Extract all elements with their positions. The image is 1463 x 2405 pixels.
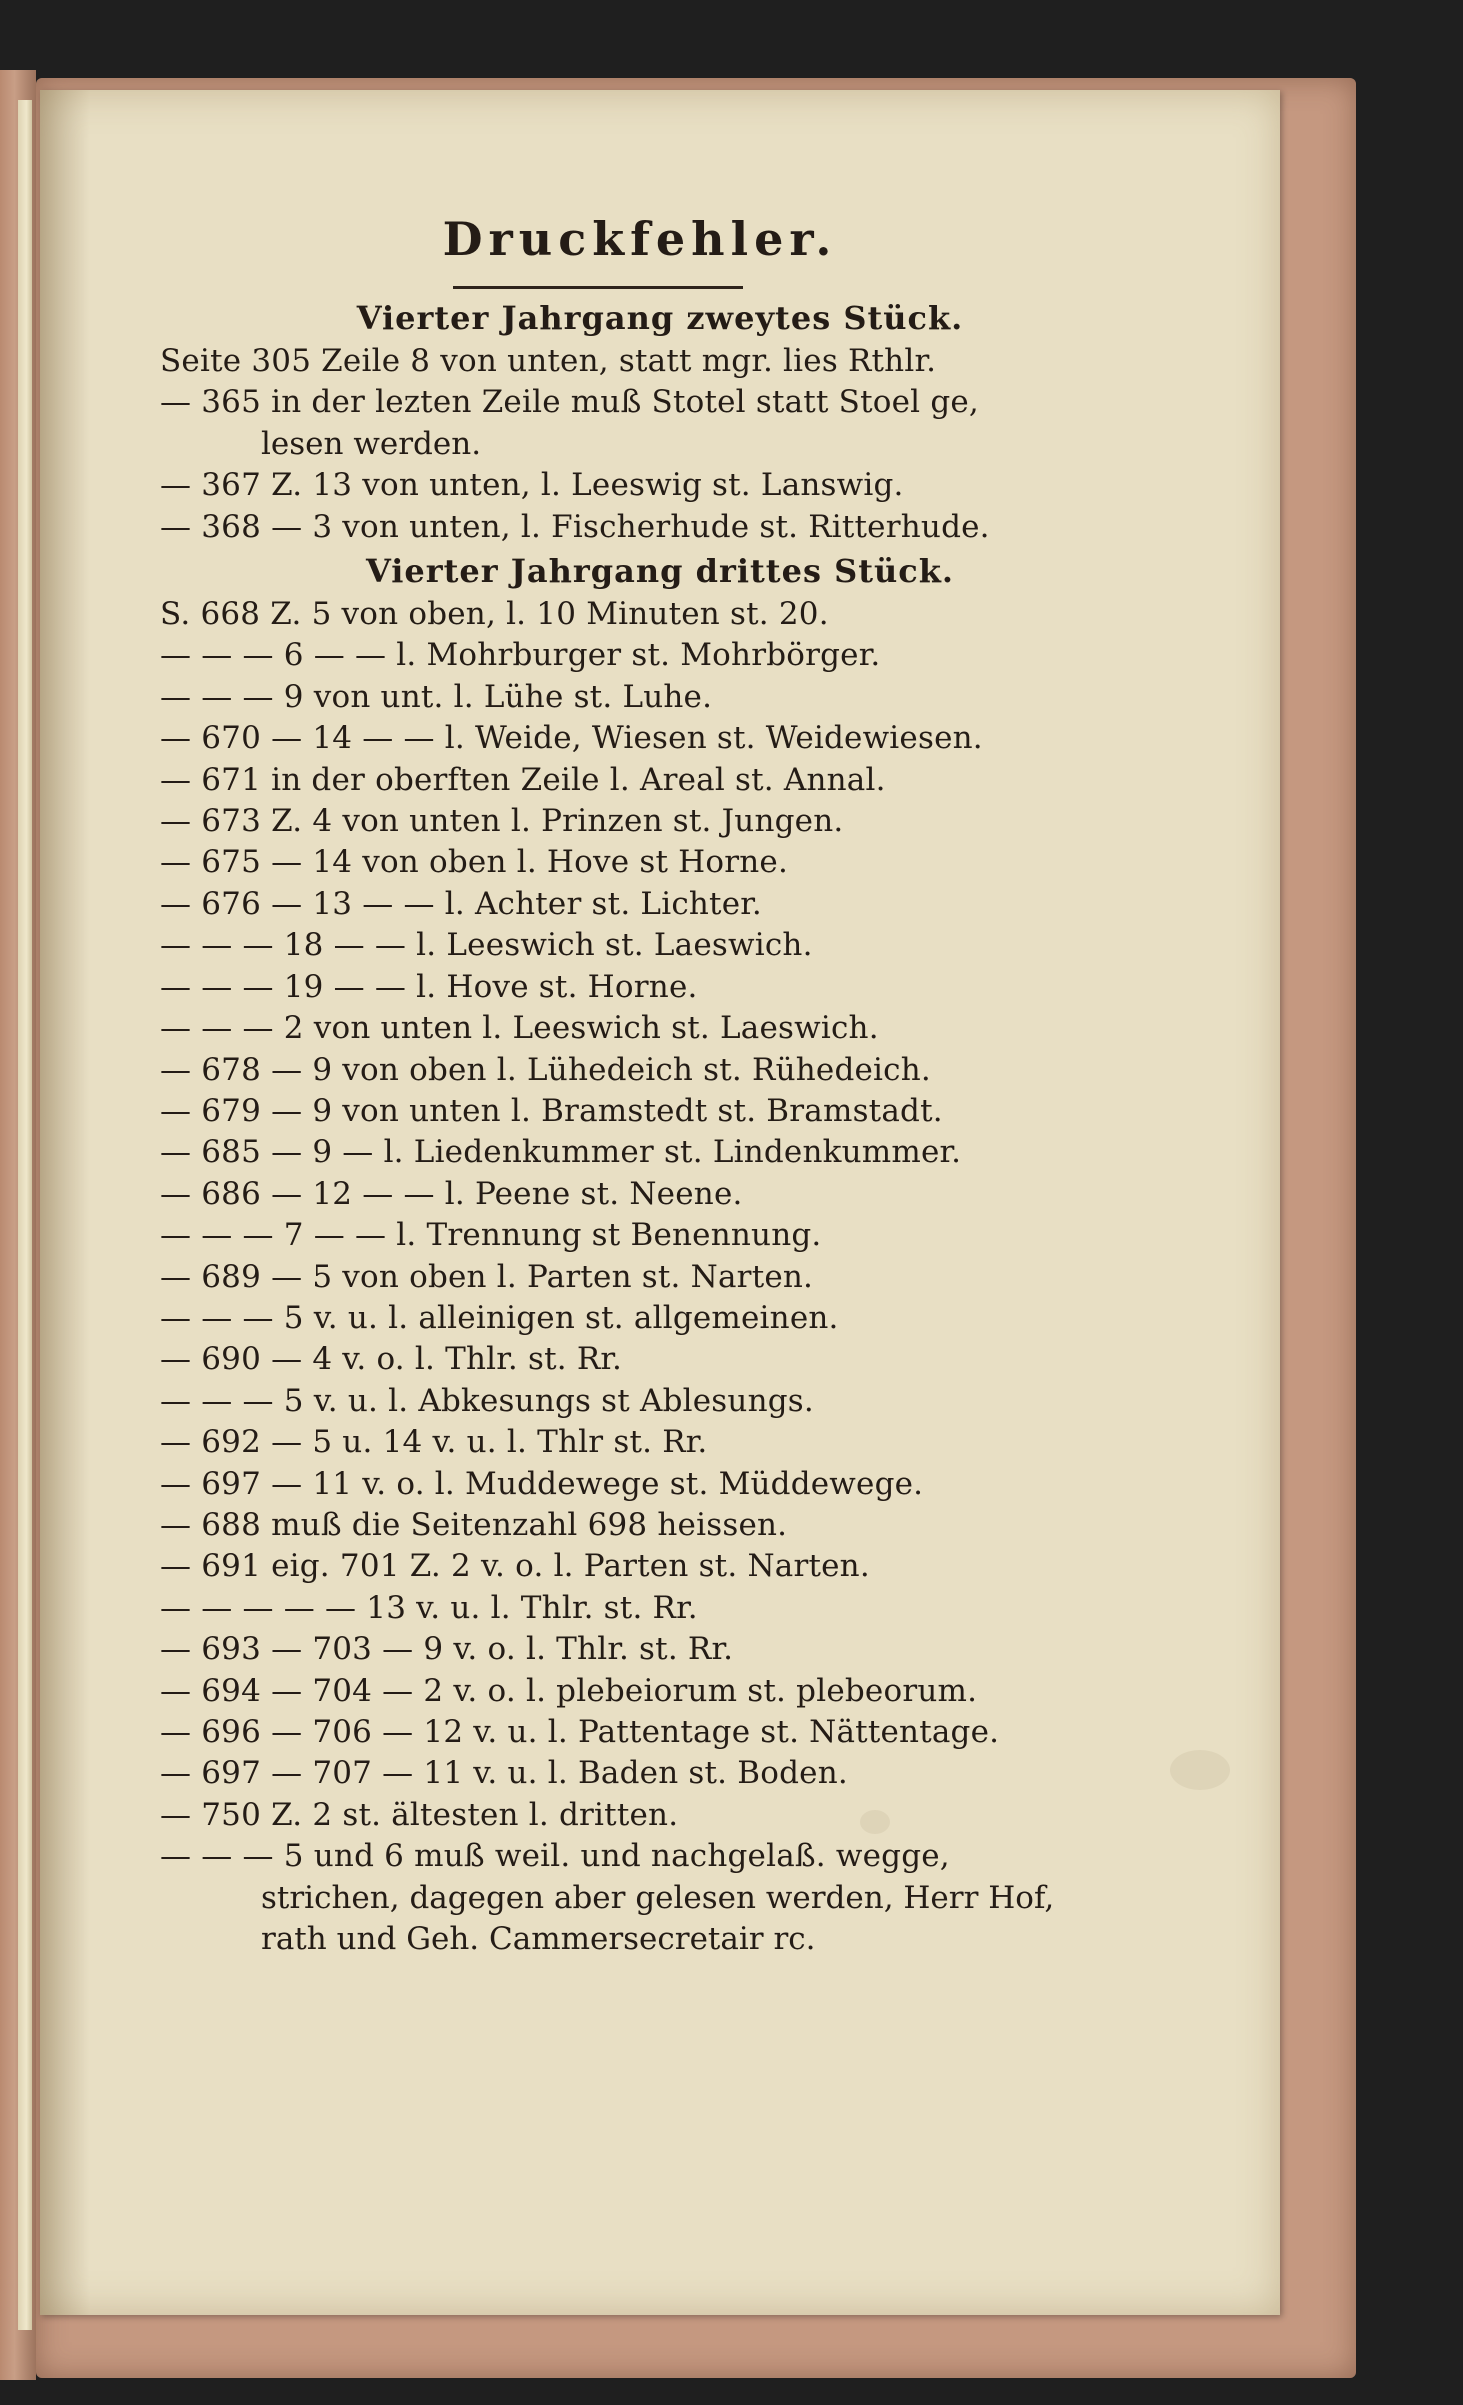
erratum-line: — 688 muß die Seitenzahl 698 heissen. xyxy=(160,1506,788,1543)
erratum-line: — — — 2 von unten l. Leeswich st. Laeswich. xyxy=(160,1010,879,1047)
erratum-line: — 670 — 14 — — l. Weide, Wiesen st. Weidewiesen. xyxy=(160,720,983,757)
erratum-line: — 692 — 5 u. 14 v. u. l. Thlr st. Rr. xyxy=(160,1424,708,1461)
erratum-line: — 693 — 703 — 9 v. o. l. Thlr. st. Rr. xyxy=(160,1631,734,1668)
erratum-line: — 691 eig. 701 Z. 2 v. o. l. Parten st. Narten. xyxy=(160,1548,870,1585)
erratum-line: — — — 5 v. u. l. Abkesungs st Ablesungs. xyxy=(160,1382,814,1419)
erratum-line: — 694 — 704 — 2 v. o. l. plebeiorum st. plebeorum. xyxy=(160,1672,978,1709)
left-page-edge xyxy=(18,100,32,2330)
section-1 xyxy=(160,295,1120,548)
erratum-line: — 689 — 5 von oben l. Parten st. Narten. xyxy=(160,1258,814,1295)
erratum-line: Seite 305 Zeile 8 von unten, statt mgr. lies Rthlr. xyxy=(160,343,937,379)
erratum-line: — 675 — 14 von oben l. Hove st Horne. xyxy=(160,844,789,881)
section-heading: Vierter Jahrgang drittes Stück. xyxy=(365,552,955,591)
erratum-line: — 685 — 9 — l. Liedenkummer st. Lindenkummer. xyxy=(160,1134,962,1171)
erratum-line: — — — 18 — — l. Leeswich st. Laeswich. xyxy=(160,927,813,964)
section-heading: Vierter Jahrgang zweytes Stück. xyxy=(356,299,964,337)
erratum-line: — 678 — 9 von oben l. Lühedeich st. Rühedeich. xyxy=(160,1051,931,1088)
erratum-line: — 696 — 706 — 12 v. u. l. Pattentage st. Nättentage. xyxy=(160,1714,1000,1750)
erratum-continuation: strichen, dagegen aber gelesen werden, Herr Hof, xyxy=(261,1879,1055,1916)
erratum-line: — 676 — 13 — — l. Achter st. Lichter. xyxy=(160,885,762,922)
erratum-line: — — — 5 und 6 muß weil. und nachgelaß. wegge, xyxy=(160,1838,950,1875)
erratum-line: — 686 — 12 — — l. Peene st. Neene. xyxy=(160,1175,743,1212)
title-rule xyxy=(453,286,743,289)
erratum-line: — — — 9 von unt. l. Lühe st. Luhe. xyxy=(160,678,713,715)
erratum-line: — — — 19 — — l. Hove st. Horne. xyxy=(160,968,698,1005)
erratum-line: S. 668 Z. 5 von oben, l. 10 Minuten st. 20. xyxy=(160,596,829,633)
erratum-line: — — — 5 v. u. l. alleinigen st. allgemeinen. xyxy=(160,1299,839,1336)
erratum-line: — 697 — 11 v. o. l. Muddewege st. Müddewege. xyxy=(160,1465,924,1502)
erratum-line: — 690 — 4 v. o. l. Thlr. st. Rr. xyxy=(160,1341,623,1378)
erratum-line: — 367 Z. 13 von unten, l. Leeswig st. Lanswig. xyxy=(160,467,904,504)
page-title: Druckfehler. xyxy=(442,212,838,266)
errata-text xyxy=(160,200,1120,1960)
erratum-line: — 679 — 9 von unten l. Bramstedt st. Bramstadt. xyxy=(160,1092,943,1129)
erratum-line: — — — 7 — — l. Trennung st Benennung. xyxy=(160,1217,822,1254)
erratum-line: — — — 6 — — l. Mohrburger st. Mohrbörger. xyxy=(160,637,881,674)
erratum-continuation: lesen werden. xyxy=(261,425,482,462)
erratum-line: — 750 Z. 2 st. ältesten l. dritten. xyxy=(160,1796,679,1833)
page-gutter-shadow xyxy=(40,90,90,2315)
erratum-continuation: rath und Geh. Cammersecretair rc. xyxy=(261,1921,816,1958)
erratum-line: — 671 in der oberften Zeile l. Areal st. Annal. xyxy=(160,761,886,798)
erratum-line: — 673 Z. 4 von unten l. Prinzen st. Jungen. xyxy=(160,803,844,840)
erratum-line: — 697 — 707 — 11 v. u. l. Baden st. Boden. xyxy=(160,1755,848,1792)
erratum-line: — 365 in der lezten Zeile muß Stotel statt Stoel ge, xyxy=(160,384,979,421)
erratum-line: — 368 — 3 von unten, l. Fischerhude st. Ritterhude. xyxy=(160,508,990,545)
section-2 xyxy=(160,548,1120,1960)
erratum-line: — — — — — 13 v. u. l. Thlr. st. Rr. xyxy=(160,1589,698,1626)
